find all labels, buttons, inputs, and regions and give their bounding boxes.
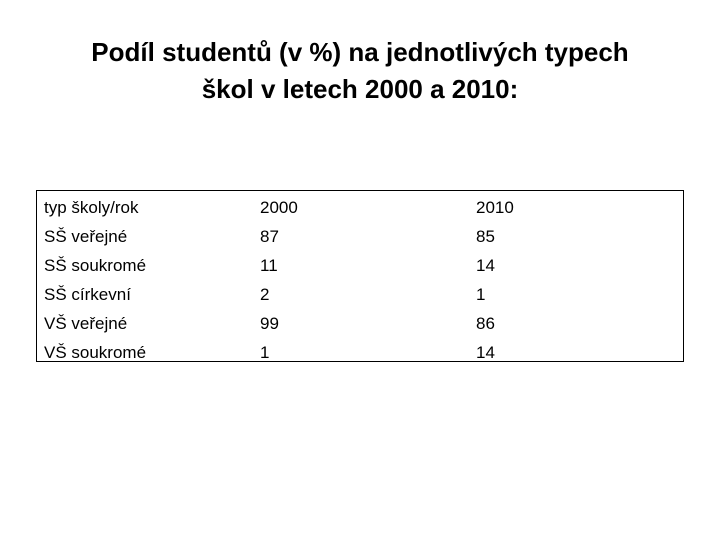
header-cell-school-type: typ školy/rok: [44, 198, 139, 217]
value-2000: 87: [260, 227, 279, 246]
table-row: [44, 309, 676, 338]
row-label: SŠ veřejné: [44, 227, 128, 246]
value-2000: 11: [260, 256, 278, 275]
row-label: SŠ církevní: [44, 285, 131, 304]
row-label: VŠ soukromé: [44, 343, 147, 362]
table-row: [44, 280, 676, 309]
value-2010: 1: [476, 285, 486, 304]
value-2010: 86: [476, 314, 495, 333]
row-label: SŠ soukromé: [44, 256, 147, 275]
slide-title-line-1: Podíl studentů (v %) na jednotlivých typech: [91, 37, 629, 67]
table-header-row: [44, 193, 676, 222]
value-2010: 85: [476, 227, 495, 246]
header-cell-year-2010: 2010: [476, 198, 514, 217]
table-row: [44, 338, 676, 367]
data-table: [44, 193, 676, 367]
value-2000: 99: [260, 314, 279, 333]
table-row: [44, 251, 676, 280]
data-table-frame: [36, 190, 684, 362]
value-2010: 14: [476, 256, 495, 275]
value-2000: 2: [260, 285, 270, 304]
row-label: VŠ veřejné: [44, 314, 128, 333]
table-row: [44, 222, 676, 251]
header-cell-year-2000: 2000: [260, 198, 298, 217]
slide-title: [40, 34, 680, 108]
value-2010: 14: [476, 343, 495, 362]
value-2000: 1: [260, 343, 270, 362]
slide-title-line-2: škol v letech 2000 a 2010:: [201, 74, 519, 104]
